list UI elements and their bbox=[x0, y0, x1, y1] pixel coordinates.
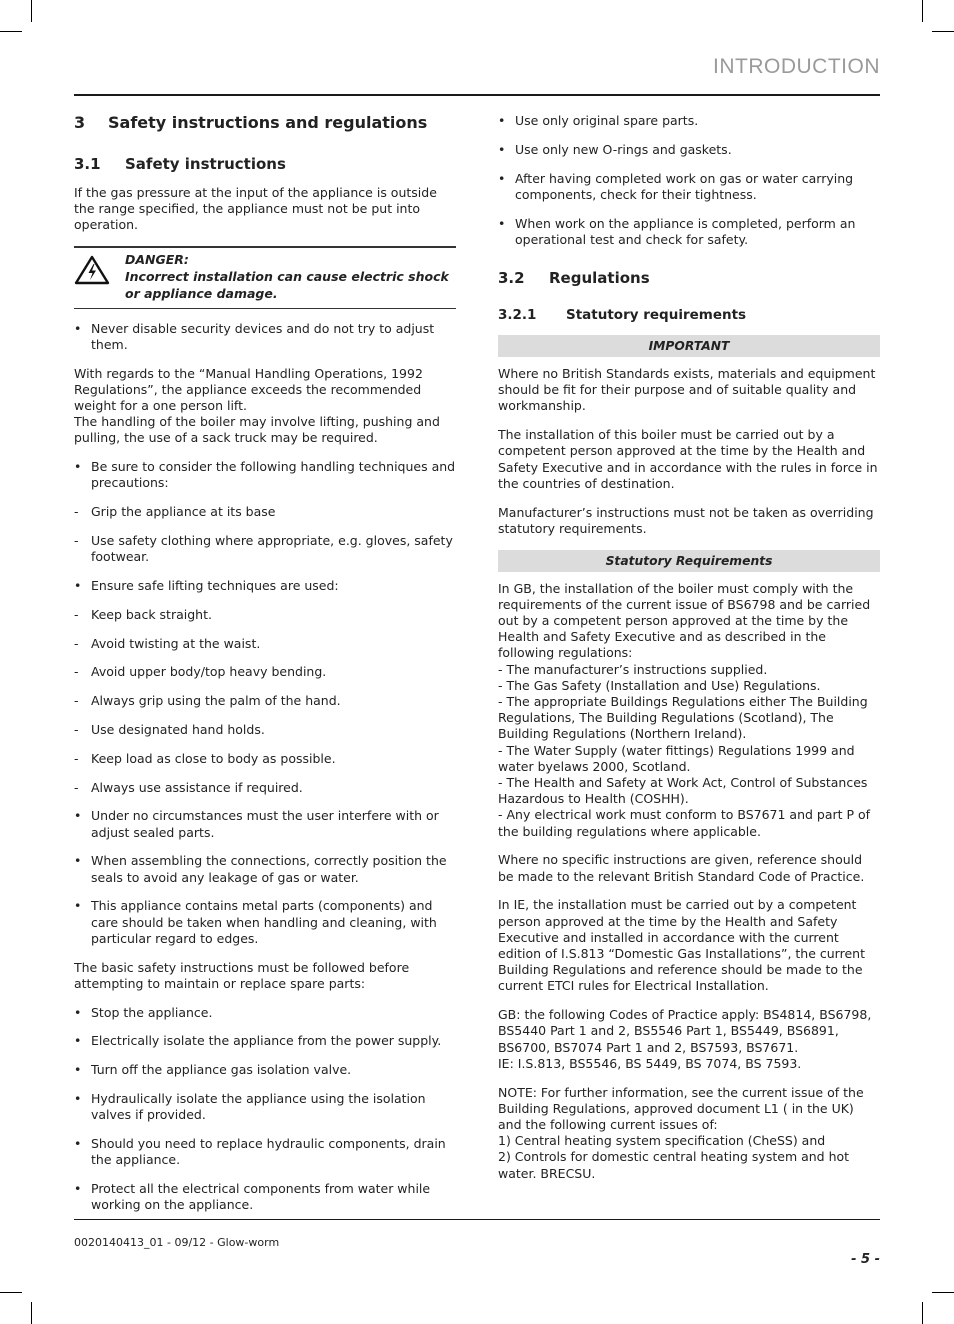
important-paragraphs bbox=[498, 366, 880, 537]
paragraph: Manufacturer’s instructions must not be taken as overriding statutory requirements. bbox=[498, 504, 874, 536]
list-item-text: Electrically isolate the appliance from the power supply. bbox=[91, 1033, 442, 1049]
list-marker: - bbox=[74, 504, 79, 520]
list-item bbox=[74, 1005, 456, 1021]
list-marker: • bbox=[74, 1135, 82, 1151]
crop-mark bbox=[31, 0, 32, 22]
crop-mark bbox=[922, 1302, 923, 1324]
list-marker: • bbox=[74, 1004, 82, 1020]
list-marker: - bbox=[74, 693, 79, 709]
list-item bbox=[74, 321, 456, 353]
list-marker: • bbox=[74, 1090, 82, 1106]
list-item bbox=[498, 113, 880, 129]
list-marker: - bbox=[74, 664, 79, 680]
paragraph: In IE, the installation must be carried out by a competent person approved at the time by the Health and Safety Executive and installed in accordance with the current edition of I.S.813 “Domestic Gas Installations”, the current Building Regulations and reference should be made to the current ETCI rules for Electrical Installation. bbox=[498, 897, 865, 994]
list-item bbox=[74, 808, 456, 840]
crop-mark bbox=[0, 31, 22, 32]
list-item-text: Hydraulically isolate the appliance using the isolation valves if provided. bbox=[91, 1090, 426, 1123]
list-marker: • bbox=[498, 141, 506, 157]
list-item-text: Avoid upper body/top heavy bending. bbox=[91, 664, 327, 680]
parts-list bbox=[498, 113, 880, 248]
list-item bbox=[74, 1062, 456, 1078]
page-number: - 5 - bbox=[851, 1252, 880, 1267]
subsection-heading bbox=[498, 270, 880, 287]
list-item-text: Under no circumstances must the user interfere with or adjust sealed parts. bbox=[91, 808, 439, 840]
crop-mark bbox=[31, 1302, 32, 1324]
list-item bbox=[74, 780, 456, 796]
subsection-number: 3.2 bbox=[498, 269, 525, 287]
danger-text: Incorrect installation can cause electric shock or appliance damage. bbox=[125, 269, 449, 301]
maintenance-list bbox=[74, 1005, 456, 1214]
list-item bbox=[74, 1136, 456, 1168]
subsection-title: Regulations bbox=[549, 269, 650, 287]
list-item bbox=[74, 1181, 456, 1213]
list-item bbox=[74, 722, 456, 738]
crop-mark bbox=[0, 1292, 22, 1293]
subsubsection-number: 3.2.1 bbox=[498, 307, 537, 323]
list-item-text: Should you need to replace hydraulic components, drain the appliance. bbox=[91, 1135, 446, 1168]
danger-label: DANGER: bbox=[125, 252, 189, 268]
section-heading bbox=[74, 114, 456, 132]
list-marker: - bbox=[74, 750, 79, 766]
list-item-text: When work on the appliance is completed, perform an operational test and check for safety. bbox=[515, 215, 856, 247]
paragraph: Where no specific instructions are given, reference should be made to the relevant British Standard Code of Practice. bbox=[498, 852, 865, 884]
list-item-text: Always grip using the palm of the hand. bbox=[91, 693, 341, 709]
list-marker: • bbox=[74, 898, 82, 914]
page-header-title: INTRODUCTION bbox=[713, 55, 880, 78]
list-item-text: Never disable security devices and do not try to adjust them. bbox=[91, 320, 435, 352]
crop-mark bbox=[932, 31, 954, 32]
list-item-text: Use safety clothing where appropriate, e.g. gloves, safety footwear. bbox=[91, 533, 453, 565]
list-marker: - bbox=[74, 779, 79, 795]
list-item bbox=[74, 504, 456, 520]
list-item-text: Use designated hand holds. bbox=[91, 721, 265, 737]
header-rule bbox=[74, 94, 880, 96]
list-item-text: Ensure safe lifting techniques are used: bbox=[91, 578, 339, 593]
list-item-text: Always use assistance if required. bbox=[91, 779, 303, 795]
handling-list bbox=[74, 459, 456, 947]
list-marker: • bbox=[74, 578, 82, 593]
list-marker: • bbox=[74, 808, 82, 824]
list-marker: • bbox=[74, 1180, 82, 1196]
list-marker: - bbox=[74, 606, 79, 622]
list-item bbox=[74, 1091, 456, 1123]
paragraph: Where no British Standards exists, materials and equipment should be fit for their purpose and of suitable quality and workmanship. bbox=[498, 366, 876, 414]
list-item bbox=[74, 898, 456, 947]
list-item bbox=[498, 216, 880, 248]
list-item-text: Use only original spare parts. bbox=[515, 113, 699, 128]
subsection-heading bbox=[74, 156, 456, 173]
list-item-text: Avoid twisting at the waist. bbox=[91, 635, 261, 651]
list-item-text: Grip the appliance at its base bbox=[91, 504, 276, 520]
list-item bbox=[74, 636, 456, 652]
section-title: Safety instructions and regulations bbox=[108, 113, 428, 132]
paragraph: GB: the following Codes of Practice apply: BS4814, BS6798, BS5440 Part 1 and 2, BS5546 Part 1, BS5449, BS6891, BS6700, BS7074 Part 1 and 2, BS7593, BS7671. IE: I.S.813, BS5546, BS 5449, BS 7074, BS 7593. bbox=[498, 1007, 872, 1071]
subsection-title: Safety instructions bbox=[125, 155, 286, 173]
list-item-text: Use only new O-rings and gaskets. bbox=[515, 141, 732, 157]
list-marker: - bbox=[74, 533, 79, 548]
list-item-text: This appliance contains metal parts (components) and care should be taken when handling and cleaning, with particular regard to edges. bbox=[91, 898, 437, 946]
list-marker: • bbox=[74, 1033, 82, 1049]
bullet-marker: • bbox=[74, 320, 82, 336]
left-column bbox=[74, 104, 456, 1226]
list-item-text: When assembling the connections, correctly position the seals to avoid any leakage of gas or water. bbox=[91, 853, 447, 885]
list-item bbox=[74, 459, 456, 491]
list-marker: • bbox=[498, 170, 506, 186]
list-marker: • bbox=[74, 459, 82, 475]
list-item-text: Stop the appliance. bbox=[91, 1004, 213, 1020]
list-marker: • bbox=[74, 853, 82, 869]
important-banner: IMPORTANT bbox=[498, 335, 880, 357]
list-item bbox=[74, 607, 456, 623]
list-marker: - bbox=[74, 721, 79, 737]
list-item-text: Turn off the appliance gas isolation valve. bbox=[91, 1062, 352, 1078]
list-item bbox=[498, 142, 880, 158]
list-item bbox=[498, 171, 880, 203]
list-item bbox=[74, 533, 456, 565]
list-marker: - bbox=[74, 635, 79, 651]
footer-rule bbox=[74, 1219, 880, 1220]
right-column bbox=[498, 113, 880, 1194]
crop-mark bbox=[922, 0, 923, 22]
subsubsection-title: Statutory requirements bbox=[566, 307, 747, 323]
list-item-text: Be sure to consider the following handling techniques and precautions: bbox=[91, 459, 456, 491]
statutory-requirements-banner: Statutory Requirements bbox=[498, 550, 880, 572]
list-item bbox=[74, 693, 456, 709]
paragraph: NOTE: For further information, see the current issue of the Building Regulations, approved document L1 ( in the UK) and the following current issues of: 1) Central heating system specification (CheSS) and 2) Controls for domestic central heating system and hot water. BRECSU. bbox=[498, 1084, 864, 1181]
list-marker: • bbox=[74, 1062, 82, 1078]
list-item bbox=[74, 1033, 456, 1049]
list-item-text: After having completed work on gas or water carrying components, check for their tightness. bbox=[515, 170, 854, 202]
statutory-paragraphs bbox=[498, 581, 880, 1182]
list-item bbox=[74, 578, 456, 594]
subsection-number: 3.1 bbox=[74, 155, 101, 173]
list-item bbox=[74, 751, 456, 767]
footer-doc-ref: 0020140413_01 - 09/12 - Glow-worm bbox=[74, 1236, 280, 1249]
crop-mark bbox=[932, 1292, 954, 1293]
list-item-text: Keep load as close to body as possible. bbox=[91, 750, 336, 766]
subsubsection-heading bbox=[498, 307, 880, 323]
list-marker: • bbox=[498, 215, 506, 231]
electric-hazard-icon bbox=[74, 255, 110, 290]
list-item bbox=[74, 853, 456, 885]
paragraph: In GB, the installation of the boiler must comply with the requirements of the current issue of BS6798 and be carried out by a competent person approved at the time by the Health and Safety Executive and as described in the following regulations: - The manufacturer’s instructions supplied. - The Gas Safety (Installation and Use) Regulations. - The appropriate Buildings Regulations either The Building Regulations, The Building Regulations (Scotland), The Building Regulations (Northern Ireland). - The Water Supply (water fittings) Regulations 1999 and water byelaws 2000, Scotland. - The Health and Safety at Work Act, Control of Substances Hazardous to Health (COSHH). - Any electrical work must conform to BS7671 and part P of the building regulations where applicable. bbox=[498, 580, 871, 839]
section-number: 3 bbox=[74, 113, 86, 132]
handling-paragraph: With regards to the “Manual Handling Operations, 1992 Regulations”, the appliance exceeds the recommended weight for a one person lift. The handling of the boiler may involve lifting, pushing and pulling, the use of a sack truck may be required. bbox=[74, 365, 440, 446]
basic-instructions-paragraph: The basic safety instructions must be followed before attempting to maintain or replace spare parts: bbox=[74, 959, 410, 991]
danger-box bbox=[74, 246, 456, 308]
list-marker: • bbox=[498, 113, 506, 128]
list-item-text: Protect all the electrical components from water while working on the appliance. bbox=[91, 1180, 431, 1213]
list-item-text: Keep back straight. bbox=[91, 606, 212, 622]
intro-paragraph: If the gas pressure at the input of the appliance is outside the range specified, the appliance must not be put into operation. bbox=[74, 185, 437, 233]
list-item bbox=[74, 664, 456, 680]
paragraph: The installation of this boiler must be carried out by a competent person approved at the time by the Health and Safety Executive and in accordance with the rules in force in the countries of destination. bbox=[498, 427, 878, 491]
